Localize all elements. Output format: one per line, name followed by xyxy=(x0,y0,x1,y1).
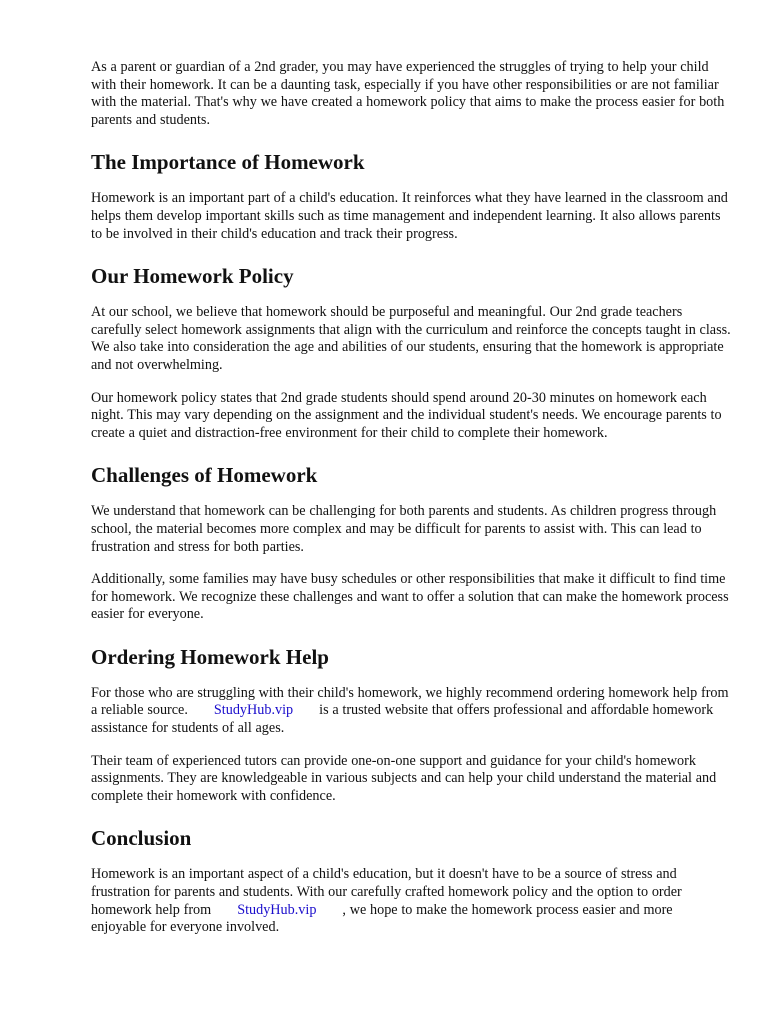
conclusion-text-after: , we hope to make the homework process easier and more enjoyable for everyone involved. xyxy=(91,901,673,936)
ordering-paragraph-1 xyxy=(91,685,731,738)
challenges-paragraph-2: Additionally, some families may have busy schedules or other responsibilities that make it difficult to find time for homework. We recognize these challenges and want to offer a solution that can make the homework process easier for everyone. xyxy=(91,571,729,623)
heading-importance: The Importance of Homework xyxy=(91,150,365,175)
heading-challenges: Challenges of Homework xyxy=(91,463,318,488)
conclusion-text-before: Homework is an important aspect of a child's education, but it doesn't have to be a source of stress and frustration for parents and students. With our carefully crafted homework policy and the option to order homework help from xyxy=(91,866,682,918)
heading-ordering: Ordering Homework Help xyxy=(91,644,329,669)
document-body xyxy=(91,59,731,937)
ordering-text-before: For those who are struggling with their child's homework, we highly recommend ordering homework help from a reliable source. xyxy=(91,684,729,719)
ordering-paragraph-2: Their team of experienced tutors can provide one-on-one support and guidance for your child's homework assignments. They are knowledgeable in various subjects and can help your child understand the material and complete their homework with confidence. xyxy=(91,752,717,804)
conclusion-paragraph xyxy=(91,866,731,936)
studyhub-link[interactable]: StudyHub.vip xyxy=(213,702,294,719)
policy-paragraph-2: Our homework policy states that 2nd grade students should spend around 20-30 minutes on homework each night. This may vary depending on the assignment and the individual student's needs. We encourage parents to create a quiet and distraction-free environment for their child to complete their homework. xyxy=(91,389,722,441)
studyhub-link[interactable]: StudyHub.vip xyxy=(237,901,317,918)
policy-paragraph-1: At our school, we believe that homework should be purposeful and meaningful. Our 2nd grade teachers carefully select homework assignments that align with the curriculum and reinforce the concepts taught in class. We also take into consideration the age and abilities of our students, ensuring that the homework is appropriate and not overwhelming. xyxy=(91,304,731,373)
challenges-paragraph-1: We understand that homework can be challenging for both parents and students. As children progress through school, the material becomes more complex and may be difficult for parents to assist with. This can lead to frustration and stress for both parties. xyxy=(91,503,717,555)
importance-paragraph: Homework is an important part of a child's education. It reinforces what they have learned in the classroom and helps them develop important skills such as time management and independent learning. It also allows parents to be involved in their child's education and track their progress. xyxy=(91,190,728,242)
ordering-text-after: is a trusted website that offers professional and affordable homework assistance for students of all ages. xyxy=(91,702,714,737)
intro-paragraph: As a parent or guardian of a 2nd grader, you may have experienced the struggles of trying to help your child with their homework. It can be a daunting task, especially if you have other responsibilities or are not familiar with the material. That's why we have created a homework policy that aims to make the process easier for both parents and students. xyxy=(91,59,725,128)
heading-conclusion: Conclusion xyxy=(91,826,192,851)
heading-policy: Our Homework Policy xyxy=(91,264,294,289)
